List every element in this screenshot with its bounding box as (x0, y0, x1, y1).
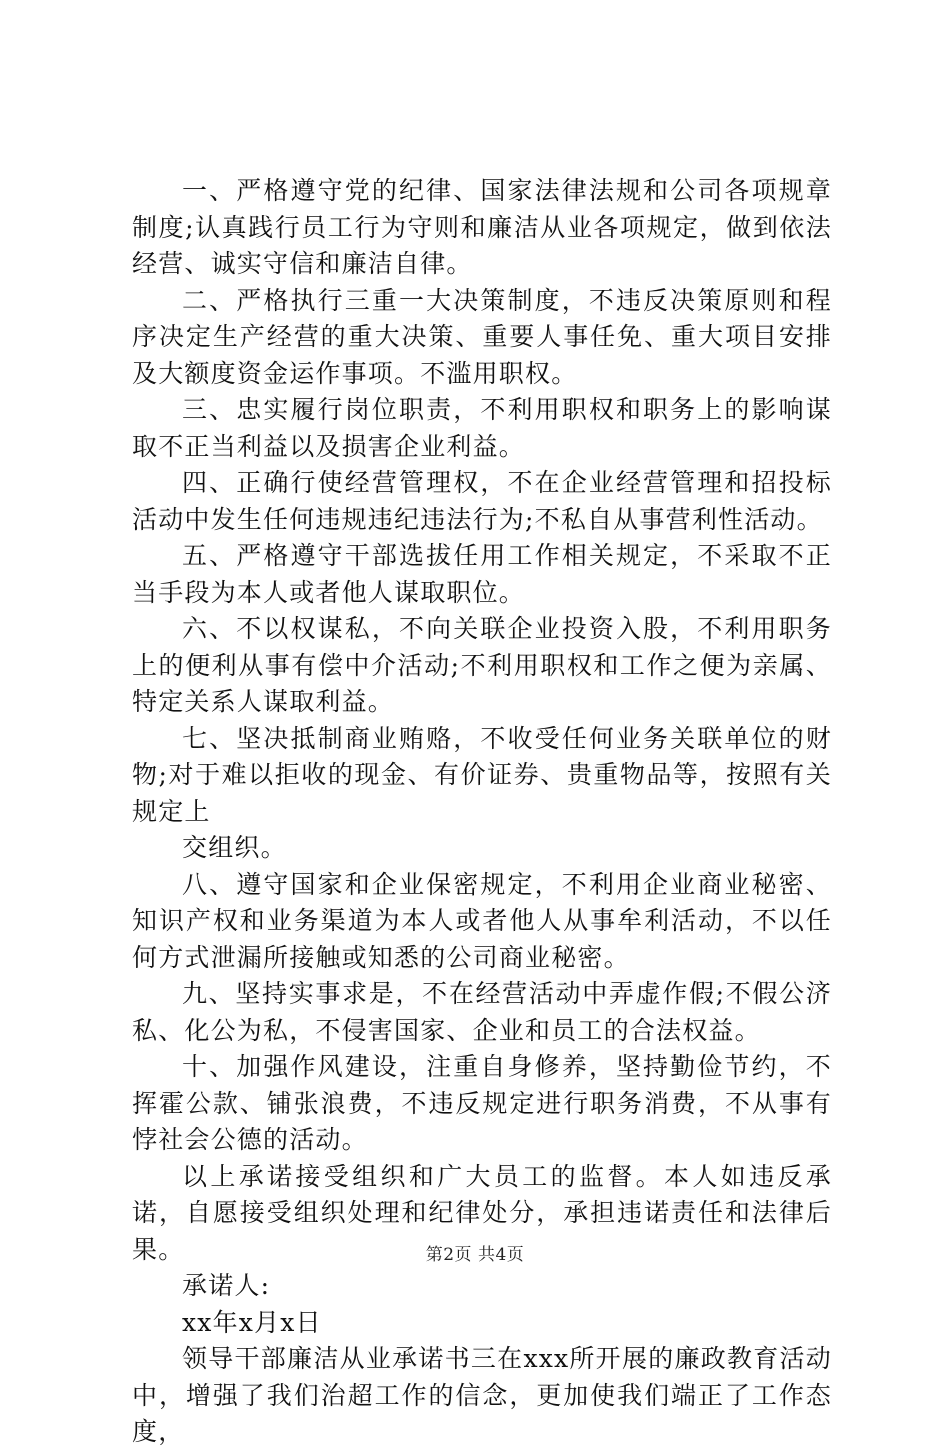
closing-statement: 以上承诺接受组织和广大员工的监督。本人如违反承诺，自愿接受组织处理和纪律处分，承担违诺责任和法律后果。 (132, 1161, 832, 1264)
paragraph-2: 二、严格执行三重一大决策制度，不违反决策原则和程序决定生产经营的重大决策、重要人事任免、重大项目安排及大额度资金运作事项。不滥用职权。 (132, 285, 832, 388)
paragraph-10: 十、加强作风建设，注重自身修养，坚持勤俭节约，不挥霍公款、铺张浪费，不违反规定进行职务消费，不从事有悖社会公德的活动。 (132, 1052, 832, 1154)
paragraph-8: 八、遵守国家和企业保密规定，不利用企业商业秘密、知识产权和业务渠道为本人或者他人从事牟利活动，不以任何方式泄漏所接触或知悉的公司商业秘密。 (132, 869, 832, 972)
signatory-label: 承诺人: (182, 1271, 271, 1300)
paragraph-7: 七、坚决抵制商业贿赂，不收受任何业务关联单位的财物;对于难以拒收的现金、有价证券、贵重物品等，按照有关规定上 (132, 723, 832, 826)
paragraph-7-continuation: 交组织。 (182, 833, 287, 862)
paragraph-3: 三、忠实履行岗位职责，不利用职权和职务上的影响谋取不正当利益以及损害企业利益。 (132, 395, 832, 461)
next-document-intro: 领导干部廉洁从业承诺书三在xxx所开展的廉政教育活动中，增强了我们治超工作的信念，更加使我们端正了工作态度， (132, 1344, 832, 1446)
paragraph-9: 九、坚持实事求是，不在经营活动中弄虚作假;不假公济私、化公为私，不侵害国家、企业和员工的合法权益。 (132, 979, 832, 1045)
paragraph-4: 四、正确行使经营管理权，不在企业经营管理和招投标活动中发生任何违规违纪违法行为;不私自从事营利性活动。 (132, 468, 832, 534)
page-number-footer: 第2页 共4页 (425, 1245, 525, 1265)
signature-date: xx年x月x日 (182, 1307, 322, 1337)
paragraph-5: 五、严格遵守干部选拔任用工作相关规定，不采取不正当手段为本人或者他人谋取职位。 (132, 541, 832, 607)
paragraph-6: 六、不以权谋私，不向关联企业投资入股，不利用职务上的便利从事有偿中介活动;不利用职权和工作之便为亲属、特定关系人谋取利益。 (132, 614, 832, 716)
paragraph-1: 一、严格遵守党的纪律、国家法律法规和公司各项规章制度;认真践行员工行为守则和廉洁从业各项规定，做到依法经营、诚实守信和廉洁自律。 (132, 176, 832, 278)
